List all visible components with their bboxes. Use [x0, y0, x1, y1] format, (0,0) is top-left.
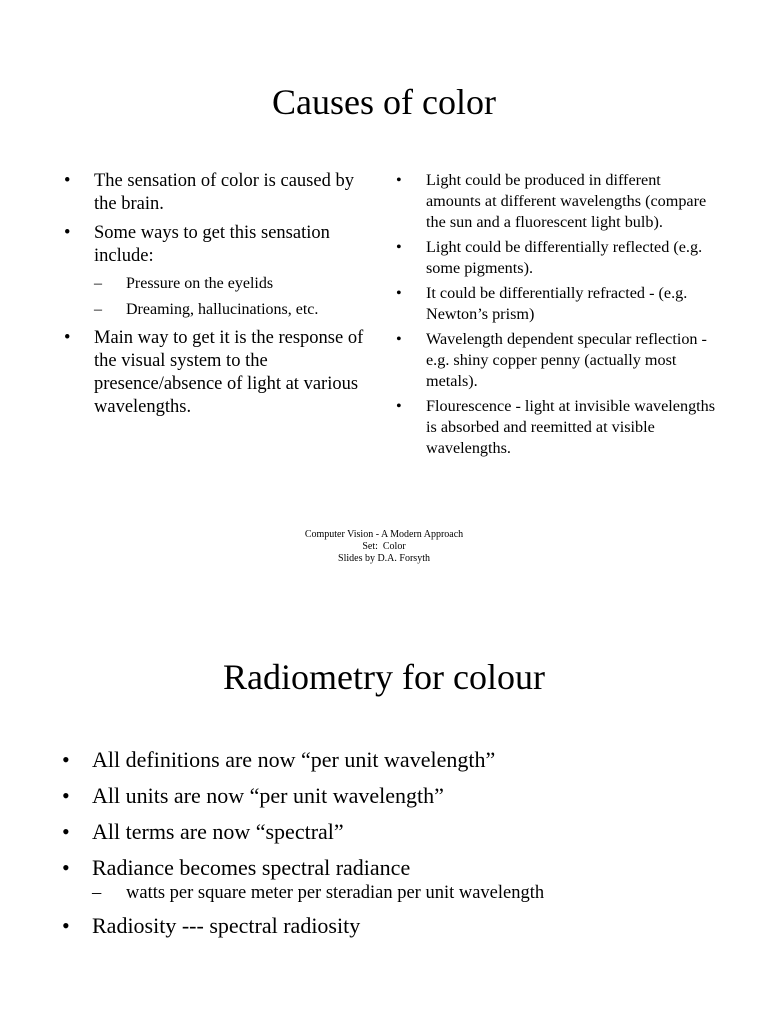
- list-item: [64, 170, 376, 216]
- list-item: [64, 327, 376, 419]
- slide1-title: Causes of color: [272, 82, 496, 122]
- bullet-text: Main way to get it is the response of the visual system to the presence/absence of light at various wavelengths.: [94, 328, 364, 417]
- list-item: • It could be differentially refracted - (e.g. Newton’s prism): [396, 283, 718, 325]
- footer-line: Computer Vision - A Modern Approach: [304, 529, 464, 540]
- list-item: • Light could be produced in different amounts at different wavelengths (compare the sun and a fluorescent light bulb).: [396, 170, 718, 233]
- bullet-text: The sensation of color is caused by the brain.: [94, 171, 354, 214]
- slide2-list: [62, 745, 722, 947]
- list-item: • Light could be differentially reflected (e.g. some pigments).: [396, 237, 718, 279]
- bullet-text: Radiance becomes spectral radiance: [92, 855, 411, 880]
- slide1-left-column: [64, 170, 376, 425]
- slide1-right-column: [396, 170, 718, 463]
- list-item: • All definitions are now “per unit wavelength”: [62, 745, 722, 775]
- footer-line: Set: Color: [362, 541, 406, 552]
- bullet-text: Some ways to get this sensation include:: [94, 223, 330, 266]
- slide2-title: Radiometry for colour: [223, 657, 545, 697]
- sub-list: [94, 272, 376, 321]
- list-item: • All units are now “per unit wavelength”: [62, 781, 722, 811]
- sub-list-item: – Pressure on the eyelids: [94, 272, 376, 295]
- list-item: • All terms are now “spectral”: [62, 817, 722, 847]
- footer-line: Slides by D.A. Forsyth: [338, 553, 430, 564]
- list-item: • Flourescence - light at invisible wavelengths is absorbed and reemitted at visible wavelengths.: [396, 396, 718, 459]
- list-item: • Wavelength dependent specular reflection - e.g. shiny copper penny (actually most metals).: [396, 329, 718, 392]
- list-item: [62, 853, 722, 905]
- slide1-footer: [0, 529, 768, 565]
- list-item: [64, 222, 376, 321]
- list-item: • Radiosity --- spectral radiosity: [62, 911, 722, 941]
- sub-list-item: – watts per square meter per steradian per unit wavelength: [92, 881, 722, 905]
- sub-list: [92, 881, 722, 905]
- sub-list-item: – Dreaming, hallucinations, etc.: [94, 298, 376, 321]
